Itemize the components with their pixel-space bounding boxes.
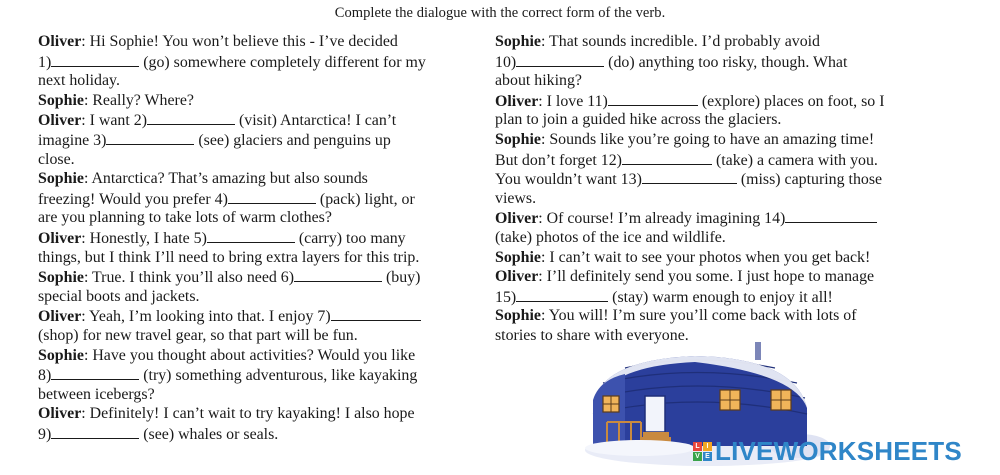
snow-front [585, 440, 695, 456]
dialogue-line [495, 287, 925, 307]
dialogue-line [38, 267, 474, 287]
blank-4-input[interactable] [228, 189, 316, 204]
dialogue-line [38, 306, 474, 326]
dialogue-line [38, 110, 474, 130]
dialogue-text: (take) photos of the ice and wildlife. [495, 228, 726, 246]
blank-7-input[interactable] [331, 306, 421, 321]
dialogue-line [38, 150, 474, 170]
dialogue-text: : Hi Sophie! You won’t believe this - I’ve decided [81, 33, 398, 50]
blank-12-input[interactable] [622, 150, 712, 165]
dialogue-text: close. [38, 150, 75, 168]
dialogue-line [495, 228, 925, 248]
dialogue-text: You wouldn’t want 13) [495, 171, 642, 189]
blank-11-input[interactable] [608, 91, 698, 106]
dialogue-text: about hiking? [495, 72, 582, 90]
liveworksheets-logo-mark [693, 442, 712, 461]
dialogue-line [495, 150, 925, 170]
dialogue-text: 9) [38, 425, 52, 443]
dialogue-text: 15) [495, 288, 517, 306]
dialogue-text: : I want 2) [81, 112, 148, 130]
dialogue-text: : Definitely! I can’t wait to try kayaking! I also hope [81, 405, 415, 423]
dialogue-text: things, but I think I’ll need to bring extra layers for this trip. [38, 248, 420, 266]
blank-13-input[interactable] [642, 169, 737, 184]
speaker-name: Oliver [495, 268, 539, 286]
blank-1-input[interactable] [51, 52, 139, 67]
dialogue-text: (buy) [386, 269, 421, 287]
page-title: Complete the dialogue with the correct form of the verb. [334, 5, 666, 21]
dialogue-line [38, 346, 474, 366]
dialogue-line [495, 208, 925, 228]
dialogue-text: 10) [495, 53, 517, 71]
dialogue-line [495, 306, 925, 326]
speaker-name: Sophie [495, 248, 541, 266]
dialogue-line [495, 248, 925, 268]
dialogue-text: : Yeah, I’m looking into that. I enjoy 7) [81, 308, 331, 326]
dialogue-text: : Really? Where? [83, 91, 194, 109]
dialogue-line [38, 189, 474, 209]
dialogue-text: freezing! Would you prefer 4) [38, 190, 228, 208]
dialogue-text: But don’t forget 12) [495, 151, 622, 169]
dialogue-line [495, 267, 925, 287]
dialogue-line [38, 228, 474, 248]
dialogue-text: special boots and jackets. [38, 287, 200, 305]
dialogue-text: (take) a camera with you. [715, 151, 878, 169]
dialogue-line [495, 110, 925, 130]
chimney [755, 342, 761, 360]
dialogue-text: : I love 11) [538, 92, 608, 110]
logo-mark-letter: I [703, 442, 712, 451]
dialogue-text: : Of course! I’m already imagining 14) [538, 210, 786, 228]
dialogue-line [495, 169, 925, 189]
dialogue-text: are you planning to take lots of warm clothes? [38, 209, 332, 227]
dialogue-line [38, 404, 474, 424]
liveworksheets-logo-text: LIVEWORKSHEETS [715, 435, 962, 466]
dialogue-text: (shop) for new travel gear, so that part will be fun. [38, 326, 358, 344]
logo-mark-letter: V [693, 452, 702, 461]
logo-mark-letter: E [703, 452, 712, 461]
dialogue-text: views. [495, 189, 537, 207]
speaker-name: Sophie [495, 33, 541, 50]
dialogue-text: (stay) warm enough to enjoy it all! [612, 288, 833, 306]
dialogue-line [38, 52, 474, 72]
dialogue-text: (carry) too many [298, 229, 406, 247]
blank-2-input[interactable] [147, 110, 235, 125]
hut-door [645, 396, 665, 432]
dialogue-line [495, 71, 925, 91]
dialogue-text: : Honestly, I hate 5) [81, 229, 207, 247]
dialogue-line [38, 71, 474, 91]
speaker-name: Oliver [495, 92, 539, 110]
dialogue-line [38, 365, 474, 385]
dialogue-text: : Sounds like you’re going to have an amazing time! [540, 130, 875, 148]
dialogue-text: stories to share with everyone. [495, 326, 689, 344]
dialogue-text: next holiday. [38, 72, 120, 90]
speaker-name: Sophie [38, 346, 84, 364]
liveworksheets-logo [693, 436, 962, 466]
dialogue-line [38, 424, 474, 444]
dialogue-text: (try) something adventurous, like kayaking [143, 367, 418, 385]
speaker-name: Oliver [38, 112, 82, 130]
dialogue-text: (see) whales or seals. [143, 425, 279, 443]
blank-15-input[interactable] [516, 287, 608, 302]
dialogue-text: between icebergs? [38, 385, 155, 403]
dialogue-line [38, 208, 474, 228]
dialogue-text: : Antarctica? That’s amazing but also sounds [83, 170, 368, 188]
dialogue-text: 1) [38, 53, 52, 71]
dialogue-left-column [38, 32, 474, 443]
blank-8-input[interactable] [51, 365, 139, 380]
dialogue-line [495, 189, 925, 209]
porch-step [643, 432, 669, 437]
speaker-name: Sophie [495, 130, 541, 148]
dialogue-line [38, 91, 474, 111]
blank-6-input[interactable] [294, 267, 382, 282]
dialogue-text: (go) somewhere completely different for my [143, 53, 426, 71]
blank-3-input[interactable] [106, 130, 194, 145]
blank-5-input[interactable] [207, 228, 295, 243]
speaker-name: Sophie [495, 307, 541, 325]
dialogue-text: : I can’t wait to see your photos when you get back! [540, 248, 871, 266]
dialogue-text: : I’ll definitely send you some. I just hope to manage [538, 268, 875, 286]
dialogue-text: : You will! I’m sure you’ll come back with lots of [540, 307, 857, 325]
dialogue-text: (miss) capturing those [740, 171, 883, 189]
speaker-name: Oliver [495, 210, 539, 228]
dialogue-text: (do) anything too risky, though. What [608, 53, 848, 71]
dialogue-line [38, 130, 474, 150]
dialogue-text: (see) glaciers and penguins up [198, 131, 391, 149]
dialogue-text: imagine 3) [38, 131, 107, 149]
dialogue-text: : True. I think you’ll also need 6) [83, 269, 295, 287]
dialogue-line [38, 385, 474, 405]
speaker-name: Oliver [38, 308, 82, 326]
dialogue-line [38, 326, 474, 346]
dialogue-line [38, 32, 474, 52]
dialogue-line [38, 287, 474, 307]
dialogue-text: plan to join a guided hike across the glaciers. [495, 111, 782, 129]
blank-14-input[interactable] [785, 208, 877, 223]
dialogue-text: 8) [38, 367, 52, 385]
dialogue-line [495, 130, 925, 150]
dialogue-line [38, 169, 474, 189]
speaker-name: Sophie [38, 91, 84, 109]
speaker-name: Oliver [38, 405, 82, 423]
blank-9-input[interactable] [51, 424, 139, 439]
dialogue-right-column [495, 32, 925, 346]
dialogue-text: (visit) Antarctica! I can’t [239, 112, 397, 130]
blank-10-input[interactable] [516, 52, 604, 67]
dialogue-line [495, 52, 925, 72]
dialogue-text: : That sounds incredible. I’d probably avoid [540, 33, 820, 50]
speaker-name: Sophie [38, 170, 84, 188]
speaker-name: Oliver [38, 33, 82, 50]
speaker-name: Oliver [38, 229, 82, 247]
dialogue-line [38, 248, 474, 268]
dialogue-text: (explore) places on foot, so I [701, 92, 885, 110]
dialogue-text: (pack) light, or [319, 190, 415, 208]
logo-mark-letter: L [693, 442, 702, 451]
dialogue-line [495, 32, 925, 52]
dialogue-text: : Have you thought about activities? Would you like [83, 346, 416, 364]
dialogue-line [495, 91, 925, 111]
speaker-name: Sophie [38, 269, 84, 287]
